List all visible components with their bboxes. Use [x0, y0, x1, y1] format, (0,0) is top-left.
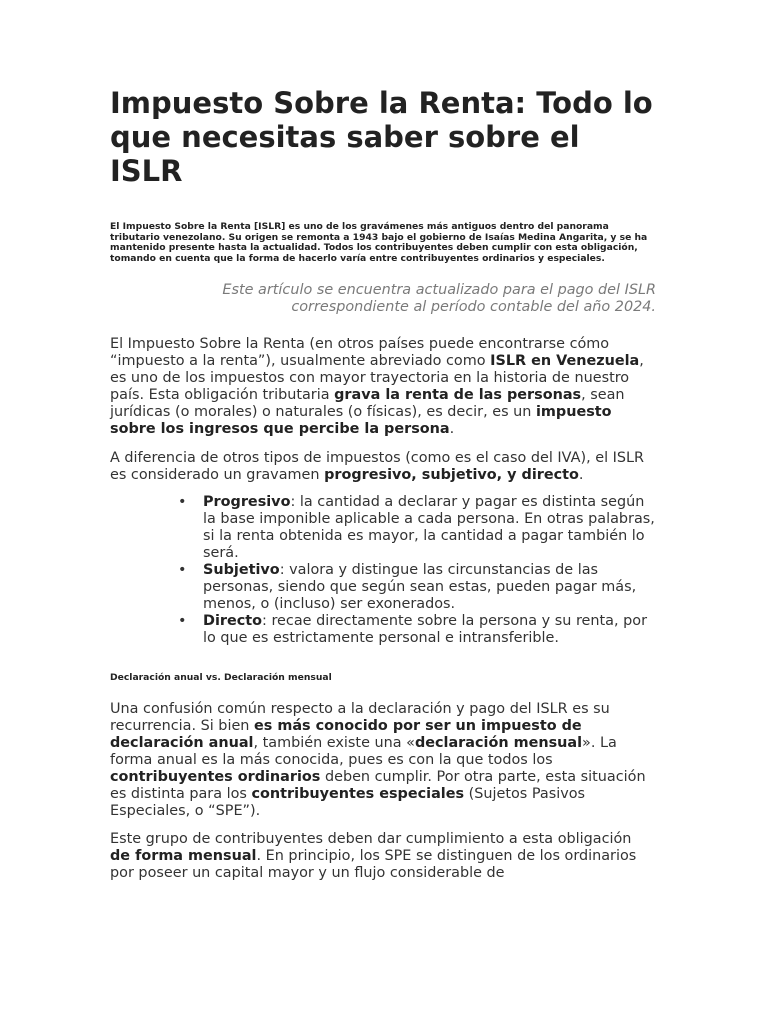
list-item [203, 613, 656, 647]
bold-run: progresivo, subjetivo, y directo [324, 466, 579, 483]
text-run: Este grupo de contribuyentes deben dar cumplimiento a esta obligación [110, 830, 632, 847]
text-run: , sean jurídicas (o morales) o naturales (o físicas), es decir, es un [110, 386, 625, 420]
bold-run: de forma mensual [110, 847, 257, 864]
bold-run: es más conocido por ser un impuesto de declaración anual [110, 717, 582, 751]
article-title: Impuesto Sobre la Renta: Todo lo que necesitas saber sobre el ISLR [110, 86, 653, 188]
paragraph-special-taxpayers [110, 831, 656, 882]
bold-run: impuesto sobre los ingresos que percibe la persona [110, 403, 612, 437]
text-run: . [578, 466, 584, 483]
bold-run: contribuyentes ordinarios [110, 768, 321, 785]
article-body [110, 86, 656, 882]
list-item-text: : la cantidad a declarar y pagar es distinta según la base imponible aplicable a cada persona. En otras palabras, si la renta obtenida es mayor, la cantidad a pagar también lo será. [203, 493, 655, 561]
intro-paragraph: El Impuesto Sobre la Renta [ISLR] es uno de los gravámenes más antiguos dentro del panorama tributario venezolano. Su origen se remonta a 1943 bajo el gobierno de Isaías Medina Angarita, y se ha mantenido presente hasta la actualidad. Todos los contribuyentes deben cumplir con esta obligación, tomando en cuenta que la forma de hacerlo varía entre contribuyentes ordinarios y especiales. [110, 221, 648, 265]
list-item-text: : recae directamente sobre la persona y su renta, por lo que es estrictamente personal e intransferible. [203, 612, 647, 646]
paragraph-definition [110, 336, 656, 438]
paragraph-declaration [110, 701, 656, 820]
list-item [203, 562, 656, 613]
text-run: . [449, 420, 455, 437]
section-heading: Declaración anual vs. Declaración mensual [110, 671, 332, 683]
list-item-term: Subjetivo [203, 561, 280, 578]
paragraph-characteristics [110, 450, 656, 484]
text-run: Una confusión común respecto a la declaración y pago del ISLR es su recurrencia. Si bien [110, 700, 610, 734]
text-run: deben cumplir. Por otra parte, esta situación es distinta para los [110, 768, 646, 802]
list-item-term: Progresivo [203, 493, 291, 510]
bold-run: declaración mensual [414, 734, 583, 751]
text-run: (Sujetos Pasivos Especiales, o “SPE”). [110, 785, 586, 819]
list-item [203, 494, 656, 562]
text-run: A diferencia de otros tipos de impuestos (como es el caso del IVA), el ISLR es considerado un gravamen [110, 449, 645, 483]
bold-run: ISLR en Venezuela [490, 352, 640, 369]
update-note: Este artículo se encuentra actualizado para el pago del ISLR correspondiente al período contable del año 2024. [222, 281, 656, 315]
text-run: El Impuesto Sobre la Renta (en otros países puede encontrarse cómo “impuesto a la renta”), usualmente abreviado como [110, 335, 610, 369]
text-run: ». La forma anual es la más conocida, pues es con la que todos los [110, 734, 617, 768]
bold-run: contribuyentes especiales [251, 785, 465, 802]
text-run: , es uno de los impuestos con mayor trayectoria en la historia de nuestro país. Esta obligación tributaria [110, 352, 644, 403]
text-run: . En principio, los SPE se distinguen de los ordinarios por poseer un capital mayor y un flujo considerable de [110, 847, 637, 881]
characteristics-list [110, 494, 656, 647]
list-item-term: Directo [203, 612, 263, 629]
text-run: , también existe una « [253, 734, 415, 751]
list-item-text: : valora y distingue las circunstancias de las personas, siendo que según sean estas, pueden pagar más, menos, o (incluso) ser exonerados. [203, 561, 637, 612]
bold-run: grava la renta de las personas [334, 386, 582, 403]
